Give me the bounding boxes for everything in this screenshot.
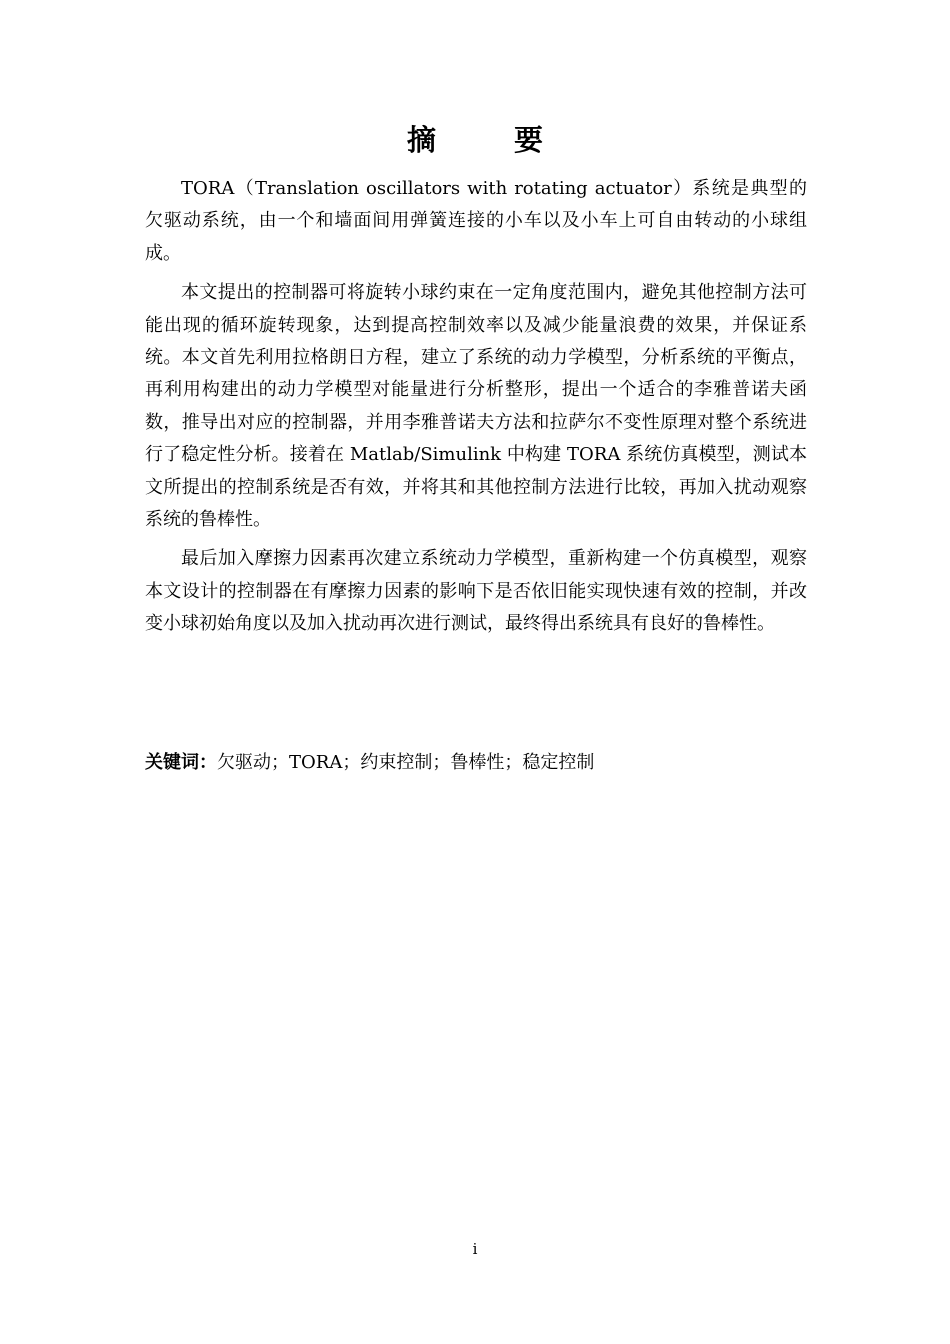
page-number: i xyxy=(472,1240,478,1258)
abstract-body xyxy=(145,173,807,648)
keywords-items: 欠驱动；TORA；约束控制；鲁棒性；稳定控制 xyxy=(217,752,595,773)
keywords-line xyxy=(145,747,807,779)
abstract-paragraph-3: 最后加入摩擦力因素再次建立系统动力学模型，重新构建一个仿真模型，观察本文设计的控制器在有摩擦力因素的影响下是否依旧能实现快速有效的控制，并改变小球初始角度以及加入扰动再次进行测试，最终得出系统具有良好的鲁棒性。 xyxy=(145,548,807,635)
abstract-title: 摘 要 xyxy=(406,123,578,157)
abstract-paragraph-2: 本文提出的控制器可将旋转小球约束在一定角度范围内，避免其他控制方法可能出现的循环旋转现象，达到提高控制效率以及减少能量浪费的效果，并保证系统。本文首先利用拉格朗日方程，建立了系统的动力学模型，分析系统的平衡点，再利用构建出的动力学模型对能量进行分析整形，提出一个适合的李雅普诺夫函数，推导出对应的控制器，并用李雅普诺夫方法和拉萨尔不变性原理对整个系统进行了稳定性分析。接着在 Matlab/Simulink 中构建 TORA 系统仿真模型，测试本文所提出的控制系统是否有效，并将其和其他控制方法进行比较，再加入扰动观察系统的鲁棒性。 xyxy=(145,282,807,531)
abstract-paragraph-1: TORA（Translation oscillators with rotating actuator）系统是典型的欠驱动系统，由一个和墙面间用弹簧连接的小车以及小车上可自由转动的小球组成。 xyxy=(145,178,807,264)
keywords-label: 关键词： xyxy=(145,752,217,773)
